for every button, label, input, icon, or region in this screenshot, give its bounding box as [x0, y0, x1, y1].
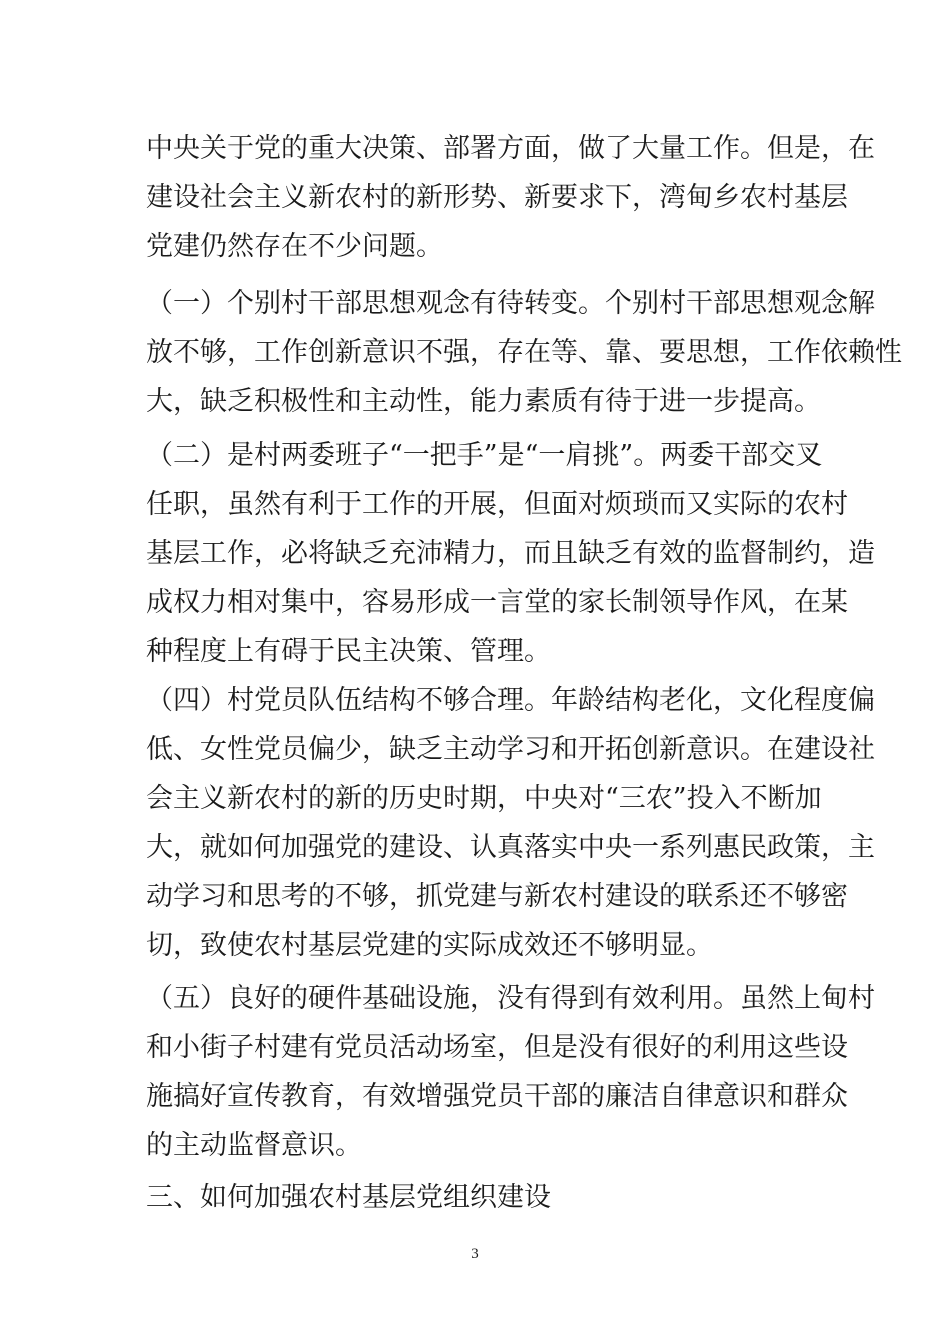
body-text-line: 任职，虽然有利于工作的开展，但面对烦琐而又实际的农村	[146, 489, 848, 520]
body-text-line: 大，缺乏积极性和主动性，能力素质有待于进一步提高。	[146, 386, 821, 417]
body-text-line: 成权力相对集中，容易形成一言堂的家长制领导作风，在某	[146, 587, 848, 618]
body-text-line: 施搞好宣传教育，有效增强党员干部的廉洁自律意识和群众	[146, 1081, 848, 1112]
body-text-line: 大，就如何加强党的建设、认真落实中央一系列惠民政策，主	[146, 832, 875, 863]
body-text-line: 建设社会主义新农村的新形势、新要求下，湾甸乡农村基层	[146, 182, 848, 213]
body-text-line: （二）是村两委班子“一把手”是“一肩挑”。两委干部交叉	[146, 440, 823, 471]
body-text-line: 种程度上有碍于民主决策、管理。	[146, 636, 551, 667]
body-text-line: 放不够，工作创新意识不强，存在等、靠、要思想，工作依赖性	[146, 337, 902, 368]
body-text-line: 基层工作，必将缺乏充沛精力，而且缺乏有效的监督制约，造	[146, 538, 875, 569]
section-heading: 三、如何加强农村基层党组织建设	[146, 1182, 551, 1213]
body-text-line: 动学习和思考的不够，抓党建与新农村建设的联系还不够密	[146, 881, 848, 912]
page-number: 3	[471, 1246, 479, 1262]
body-text-line: 低、女性党员偏少，缺乏主动学习和开拓创新意识。在建设社	[146, 734, 875, 765]
body-text-line: 和小街子村建有党员活动场室，但是没有很好的利用这些设	[146, 1032, 848, 1063]
body-text-line: 会主义新农村的新的历史时期，中央对“三农”投入不断加	[146, 783, 822, 814]
body-text-line: （四）村党员队伍结构不够合理。年龄结构老化，文化程度偏	[146, 685, 875, 716]
body-text-line: 中央关于党的重大决策、部署方面，做了大量工作。但是，在	[146, 133, 875, 164]
body-text-line: 的主动监督意识。	[146, 1130, 362, 1161]
body-text-line: （一）个别村干部思想观念有待转变。个别村干部思想观念解	[146, 288, 875, 319]
body-text-line: 切，致使农村基层党建的实际成效还不够明显。	[146, 930, 713, 961]
body-text-line: （五）良好的硬件基础设施，没有得到有效利用。虽然上甸村	[146, 983, 875, 1014]
body-text-line: 党建仍然存在不少问题。	[146, 231, 443, 262]
